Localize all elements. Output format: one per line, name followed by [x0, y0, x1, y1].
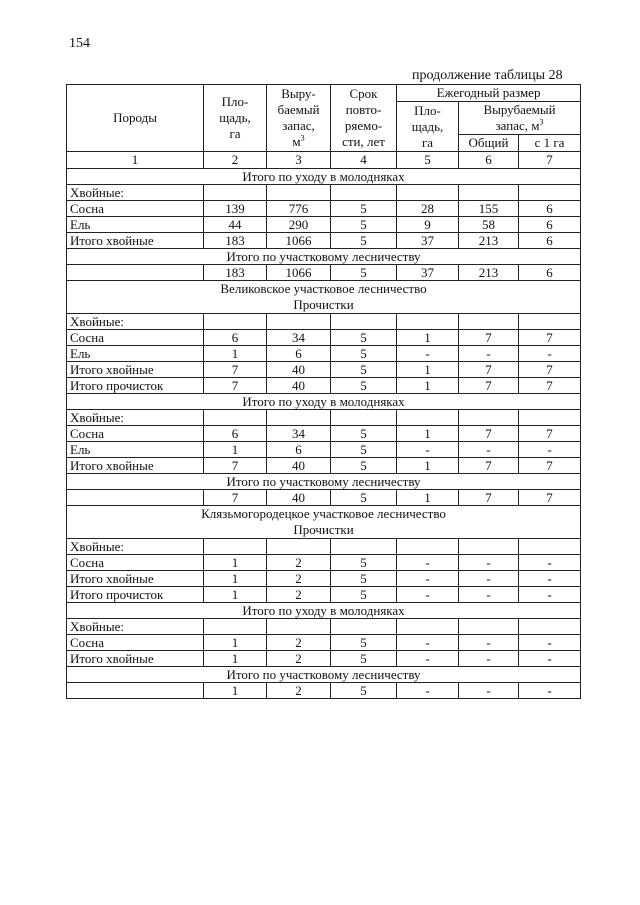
empty-cell	[267, 539, 331, 555]
species-cell: Сосна	[67, 635, 204, 651]
value-cell: -	[397, 571, 459, 587]
empty-cell	[267, 314, 331, 330]
species-cell: Сосна	[67, 555, 204, 571]
empty-cell	[267, 185, 331, 201]
value-cell: 6	[519, 233, 581, 249]
value-cell: 7	[204, 458, 267, 474]
empty-cell	[331, 410, 397, 426]
value-cell: 7	[204, 378, 267, 394]
col-number: 1	[67, 152, 204, 169]
header-species: Породы	[67, 85, 204, 152]
header-per-ha: с 1 га	[519, 135, 581, 152]
species-cell: Ель	[67, 346, 204, 362]
group-label: Хвойные:	[67, 539, 204, 555]
value-cell: -	[519, 635, 581, 651]
section-heading: Итого по участковому лесничеству	[67, 249, 581, 265]
header-area: Пло- щадь, га	[204, 85, 267, 152]
value-cell: 7	[459, 362, 519, 378]
value-cell: 5	[331, 217, 397, 233]
species-cell: Итого хвойные	[67, 233, 204, 249]
forest-table	[66, 84, 581, 699]
section-heading: Итого по уходу в молодняках	[67, 603, 581, 619]
value-cell: -	[397, 635, 459, 651]
value-cell: 7	[519, 330, 581, 346]
value-cell: 1	[204, 683, 267, 699]
table-row	[67, 233, 581, 249]
empty-cell	[519, 410, 581, 426]
value-cell: 7	[459, 426, 519, 442]
value-cell: 40	[267, 458, 331, 474]
empty-cell	[519, 314, 581, 330]
value-cell: 1	[397, 458, 459, 474]
value-cell: 1	[204, 442, 267, 458]
value-cell: -	[397, 587, 459, 603]
empty-cell	[204, 185, 267, 201]
table-row	[67, 635, 581, 651]
value-cell: 1	[204, 346, 267, 362]
value-cell: 5	[331, 490, 397, 506]
value-cell: -	[519, 555, 581, 571]
value-cell: 1	[397, 426, 459, 442]
empty-cell	[459, 314, 519, 330]
group-label: Хвойные:	[67, 619, 204, 635]
table-row	[67, 458, 581, 474]
table-row	[67, 587, 581, 603]
value-cell: -	[397, 555, 459, 571]
value-cell: 7	[519, 362, 581, 378]
empty-cell	[331, 185, 397, 201]
table-row	[67, 619, 581, 635]
species-cell: Сосна	[67, 330, 204, 346]
section-heading: Итого по участковому лесничеству	[67, 667, 581, 683]
header-annual: Ежегодный размер	[397, 85, 581, 102]
species-cell: Сосна	[67, 201, 204, 217]
value-cell: 7	[459, 490, 519, 506]
header-recurrence: Срок повто- ряемо- сти, лет	[331, 85, 397, 152]
value-cell: 40	[267, 362, 331, 378]
section-heading: Клязьмогородецкое участковое лесничество Прочистки	[67, 506, 581, 539]
value-cell: -	[397, 651, 459, 667]
value-cell: 7	[459, 378, 519, 394]
value-cell: 28	[397, 201, 459, 217]
value-cell: 183	[204, 265, 267, 281]
table-row	[67, 265, 581, 281]
col-number: 6	[459, 152, 519, 169]
table-row	[67, 410, 581, 426]
empty-cell	[397, 619, 459, 635]
value-cell: 1	[204, 635, 267, 651]
value-cell: 2	[267, 571, 331, 587]
empty-cell	[267, 410, 331, 426]
col-number: 3	[267, 152, 331, 169]
species-cell: Ель	[67, 442, 204, 458]
header-harvest-stock	[267, 85, 331, 152]
header-total: Общий	[459, 135, 519, 152]
table-row	[67, 651, 581, 667]
value-cell: 37	[397, 265, 459, 281]
col-number: 2	[204, 152, 267, 169]
table-row	[67, 314, 581, 330]
species-cell: Ель	[67, 217, 204, 233]
header-annual-area: Пло- щадь, га	[397, 102, 459, 152]
table-row	[67, 394, 581, 410]
header-annual-stock-text: Вырубаемый запас, м	[483, 102, 556, 133]
value-cell: 183	[204, 233, 267, 249]
value-cell: 7	[459, 330, 519, 346]
empty-cell	[459, 410, 519, 426]
value-cell: 5	[331, 683, 397, 699]
value-cell: -	[459, 587, 519, 603]
table-row	[67, 442, 581, 458]
value-cell: -	[519, 442, 581, 458]
empty-cell	[397, 314, 459, 330]
empty-cell	[204, 314, 267, 330]
table-row	[67, 249, 581, 265]
value-cell: 6	[267, 346, 331, 362]
value-cell: 139	[204, 201, 267, 217]
value-cell: -	[397, 683, 459, 699]
value-cell: 37	[397, 233, 459, 249]
value-cell: 6	[519, 201, 581, 217]
value-cell: 213	[459, 233, 519, 249]
value-cell: 7	[519, 490, 581, 506]
value-cell: 5	[331, 571, 397, 587]
species-cell: Итого хвойные	[67, 571, 204, 587]
table-row	[67, 571, 581, 587]
group-label: Хвойные:	[67, 185, 204, 201]
table-row	[67, 539, 581, 555]
empty-cell	[331, 314, 397, 330]
value-cell: 2	[267, 555, 331, 571]
table-row	[67, 426, 581, 442]
table-row	[67, 217, 581, 233]
table-row	[67, 362, 581, 378]
header-annual-stock	[459, 102, 581, 135]
value-cell: 34	[267, 330, 331, 346]
value-cell: 6	[267, 442, 331, 458]
value-cell: 2	[267, 587, 331, 603]
value-cell: 1	[397, 490, 459, 506]
table-row	[67, 185, 581, 201]
value-cell: 1	[204, 651, 267, 667]
value-cell: 44	[204, 217, 267, 233]
section-heading: Итого по уходу в молодняках	[67, 169, 581, 185]
empty-cell	[397, 410, 459, 426]
value-cell: 5	[331, 635, 397, 651]
value-cell: 5	[331, 458, 397, 474]
table-body	[67, 169, 581, 699]
value-cell: 34	[267, 426, 331, 442]
value-cell: -	[519, 587, 581, 603]
table-row	[67, 555, 581, 571]
empty-cell	[459, 185, 519, 201]
empty-cell	[331, 539, 397, 555]
table-row	[67, 667, 581, 683]
value-cell: 5	[331, 651, 397, 667]
table-row	[67, 683, 581, 699]
value-cell: 7	[459, 458, 519, 474]
value-cell: -	[397, 346, 459, 362]
value-cell: 1	[204, 571, 267, 587]
value-cell: -	[397, 442, 459, 458]
value-cell: 40	[267, 378, 331, 394]
value-cell: 213	[459, 265, 519, 281]
value-cell: 290	[267, 217, 331, 233]
col-number: 4	[331, 152, 397, 169]
species-cell: Итого прочисток	[67, 378, 204, 394]
value-cell: -	[519, 346, 581, 362]
value-cell: 6	[204, 426, 267, 442]
group-label: Хвойные:	[67, 410, 204, 426]
value-cell: 5	[331, 201, 397, 217]
group-label: Хвойные:	[67, 314, 204, 330]
value-cell: 6	[519, 217, 581, 233]
value-cell: 9	[397, 217, 459, 233]
value-cell: 776	[267, 201, 331, 217]
empty-cell	[204, 410, 267, 426]
value-cell: 1	[204, 587, 267, 603]
value-cell: 7	[519, 458, 581, 474]
table-row	[67, 346, 581, 362]
value-cell: -	[459, 442, 519, 458]
value-cell: 7	[204, 362, 267, 378]
table-row	[67, 474, 581, 490]
species-cell	[67, 490, 204, 506]
cube-superscript: 3	[539, 117, 544, 127]
value-cell: 2	[267, 683, 331, 699]
value-cell: -	[459, 683, 519, 699]
species-cell: Сосна	[67, 426, 204, 442]
value-cell: -	[459, 635, 519, 651]
value-cell: 5	[331, 362, 397, 378]
species-cell: Итого хвойные	[67, 362, 204, 378]
table-caption: продолжение таблицы 28	[412, 68, 563, 83]
value-cell: 2	[267, 651, 331, 667]
table-row	[67, 378, 581, 394]
empty-cell	[331, 619, 397, 635]
value-cell: 1	[397, 378, 459, 394]
section-heading: Итого по участковому лесничеству	[67, 474, 581, 490]
value-cell: 7	[519, 426, 581, 442]
col-number: 7	[519, 152, 581, 169]
value-cell: 6	[204, 330, 267, 346]
value-cell: 5	[331, 442, 397, 458]
value-cell: 5	[331, 233, 397, 249]
value-cell: 1066	[267, 265, 331, 281]
table-row	[67, 330, 581, 346]
value-cell: -	[459, 651, 519, 667]
table-row	[67, 169, 581, 185]
value-cell: 5	[331, 378, 397, 394]
species-cell: Итого хвойные	[67, 458, 204, 474]
value-cell: 2	[267, 635, 331, 651]
value-cell: -	[519, 683, 581, 699]
value-cell: 155	[459, 201, 519, 217]
empty-cell	[519, 539, 581, 555]
value-cell: 5	[331, 330, 397, 346]
cube-superscript: 3	[300, 133, 305, 143]
value-cell: 1066	[267, 233, 331, 249]
col-number: 5	[397, 152, 459, 169]
species-cell: Итого прочисток	[67, 587, 204, 603]
table-row	[67, 603, 581, 619]
value-cell: 6	[519, 265, 581, 281]
header-harvest-stock-text: Выру- баемый запас, м	[277, 86, 320, 149]
section-heading: Великовское участковое лесничество Прочистки	[67, 281, 581, 314]
value-cell: -	[519, 571, 581, 587]
value-cell: 5	[331, 587, 397, 603]
value-cell: 5	[331, 265, 397, 281]
empty-cell	[397, 185, 459, 201]
empty-cell	[459, 539, 519, 555]
value-cell: 1	[397, 330, 459, 346]
table-row	[67, 506, 581, 539]
value-cell: -	[459, 346, 519, 362]
table-row	[67, 281, 581, 314]
value-cell: 58	[459, 217, 519, 233]
section-heading: Итого по уходу в молодняках	[67, 394, 581, 410]
value-cell: -	[459, 555, 519, 571]
species-cell	[67, 265, 204, 281]
empty-cell	[204, 539, 267, 555]
table-row	[67, 201, 581, 217]
species-cell: Итого хвойные	[67, 651, 204, 667]
empty-cell	[459, 619, 519, 635]
species-cell	[67, 683, 204, 699]
empty-cell	[519, 185, 581, 201]
value-cell: 40	[267, 490, 331, 506]
value-cell: -	[519, 651, 581, 667]
empty-cell	[267, 619, 331, 635]
empty-cell	[204, 619, 267, 635]
table-row	[67, 490, 581, 506]
value-cell: 5	[331, 426, 397, 442]
value-cell: 1	[397, 362, 459, 378]
value-cell: -	[459, 571, 519, 587]
page-number: 154	[69, 36, 90, 51]
value-cell: 1	[204, 555, 267, 571]
value-cell: 5	[331, 555, 397, 571]
value-cell: 7	[204, 490, 267, 506]
empty-cell	[519, 619, 581, 635]
value-cell: 7	[519, 378, 581, 394]
empty-cell	[397, 539, 459, 555]
value-cell: 5	[331, 346, 397, 362]
